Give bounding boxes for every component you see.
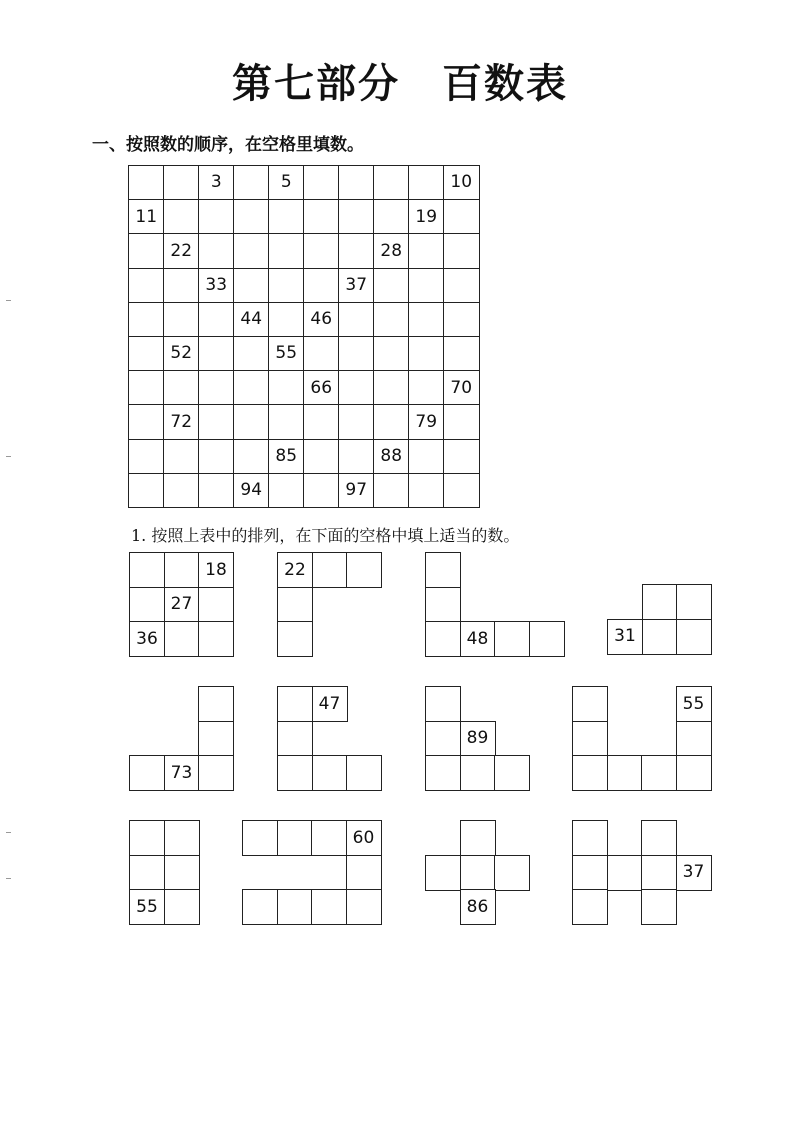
puzzle-cell[interactable] xyxy=(460,820,496,856)
grid-cell[interactable] xyxy=(303,336,340,372)
puzzle-cell[interactable] xyxy=(572,820,608,856)
scan-mark xyxy=(6,878,11,879)
puzzle-cell[interactable]: 89 xyxy=(460,721,496,757)
grid-cell[interactable] xyxy=(128,404,165,440)
puzzle-cell[interactable] xyxy=(425,755,461,791)
puzzle-cell[interactable] xyxy=(425,587,461,623)
puzzle-cell[interactable] xyxy=(641,755,677,791)
puzzle-cell[interactable] xyxy=(494,621,530,657)
grid-cell[interactable] xyxy=(233,404,270,440)
puzzle-cell[interactable] xyxy=(346,889,382,925)
grid-cell[interactable] xyxy=(338,370,375,406)
grid-cell[interactable] xyxy=(373,404,410,440)
grid-cell[interactable]: 94 xyxy=(233,473,270,509)
puzzle-cell[interactable] xyxy=(607,755,643,791)
grid-cell[interactable] xyxy=(443,199,480,235)
puzzle-cell[interactable] xyxy=(198,721,234,757)
puzzle-cell[interactable]: 36 xyxy=(129,621,165,657)
puzzle-cell[interactable] xyxy=(425,721,461,757)
puzzle-cell[interactable] xyxy=(529,621,565,657)
puzzle-cell[interactable]: 18 xyxy=(198,552,234,588)
grid-cell[interactable]: 22 xyxy=(163,233,200,269)
puzzle-cell[interactable] xyxy=(277,820,313,856)
puzzle-cell[interactable]: 55 xyxy=(129,889,165,925)
grid-cell[interactable] xyxy=(303,404,340,440)
grid-cell[interactable] xyxy=(128,439,165,475)
puzzle-cell[interactable] xyxy=(425,552,461,588)
grid-cell[interactable] xyxy=(198,439,235,475)
puzzle-cell[interactable] xyxy=(346,552,382,588)
puzzle-cell[interactable]: 73 xyxy=(164,755,200,791)
grid-cell[interactable] xyxy=(443,439,480,475)
puzzle-cell[interactable] xyxy=(460,855,496,891)
grid-cell[interactable] xyxy=(268,302,305,338)
grid-cell[interactable] xyxy=(373,199,410,235)
grid-cell[interactable] xyxy=(198,233,235,269)
grid-cell[interactable] xyxy=(198,199,235,235)
puzzle-cell[interactable] xyxy=(641,820,677,856)
grid-cell[interactable] xyxy=(198,336,235,372)
grid-cell[interactable] xyxy=(233,268,270,304)
puzzle-cell[interactable] xyxy=(642,584,678,620)
grid-cell[interactable] xyxy=(128,302,165,338)
puzzle-cell[interactable] xyxy=(572,721,608,757)
puzzle-cell[interactable]: 47 xyxy=(312,686,348,722)
grid-cell[interactable] xyxy=(338,199,375,235)
puzzle-cell[interactable] xyxy=(198,755,234,791)
grid-cell[interactable] xyxy=(373,302,410,338)
puzzle-cell[interactable] xyxy=(346,755,382,791)
puzzle-cell[interactable]: 31 xyxy=(607,619,643,655)
puzzle-cell[interactable] xyxy=(425,855,461,891)
grid-cell[interactable]: 28 xyxy=(373,233,410,269)
grid-cell[interactable] xyxy=(408,473,445,509)
puzzle-cell[interactable] xyxy=(676,721,712,757)
puzzle-cell[interactable] xyxy=(198,621,234,657)
puzzle-cell[interactable] xyxy=(129,820,165,856)
grid-cell[interactable]: 88 xyxy=(373,439,410,475)
grid-cell[interactable] xyxy=(268,370,305,406)
grid-cell[interactable] xyxy=(408,439,445,475)
puzzle-cell[interactable]: 55 xyxy=(676,686,712,722)
puzzle-cell[interactable]: 37 xyxy=(676,855,712,891)
grid-cell[interactable]: 3 xyxy=(198,165,235,201)
grid-cell[interactable]: 72 xyxy=(163,404,200,440)
grid-cell[interactable]: 19 xyxy=(408,199,445,235)
puzzle-cell[interactable] xyxy=(641,889,677,925)
puzzle-cell[interactable] xyxy=(242,889,278,925)
page-title: 第七部分 百数表 xyxy=(232,61,568,107)
puzzle-cell[interactable] xyxy=(311,889,347,925)
grid-cell[interactable] xyxy=(373,473,410,509)
grid-cell[interactable] xyxy=(408,165,445,201)
puzzle-cell[interactable] xyxy=(198,686,234,722)
grid-cell[interactable]: 66 xyxy=(303,370,340,406)
grid-cell[interactable] xyxy=(338,336,375,372)
grid-cell[interactable]: 11 xyxy=(128,199,165,235)
puzzle-cell[interactable] xyxy=(129,755,165,791)
grid-cell[interactable] xyxy=(163,268,200,304)
grid-cell[interactable]: 85 xyxy=(268,439,305,475)
grid-cell[interactable] xyxy=(128,233,165,269)
puzzle-cell[interactable] xyxy=(312,552,348,588)
puzzle-cell[interactable]: 22 xyxy=(277,552,313,588)
puzzle-cell[interactable] xyxy=(277,721,313,757)
puzzle-cell[interactable] xyxy=(425,686,461,722)
puzzle-cell[interactable] xyxy=(642,619,678,655)
exercise-instruction: 1. 按照上表中的排列，在下面的空格中填上适当的数。 xyxy=(131,526,520,545)
grid-cell[interactable] xyxy=(268,268,305,304)
puzzle-cell[interactable] xyxy=(572,889,608,925)
grid-cell[interactable] xyxy=(233,336,270,372)
grid-cell[interactable]: 37 xyxy=(338,268,375,304)
puzzle-cell[interactable] xyxy=(425,621,461,657)
puzzle-cell[interactable] xyxy=(676,755,712,791)
grid-cell[interactable]: 10 xyxy=(443,165,480,201)
puzzle-cell[interactable] xyxy=(164,621,200,657)
puzzle-cell[interactable] xyxy=(277,686,313,722)
grid-cell[interactable] xyxy=(303,473,340,509)
puzzle-cell[interactable] xyxy=(277,621,313,657)
grid-cell[interactable] xyxy=(408,302,445,338)
puzzle-cell[interactable] xyxy=(572,855,608,891)
grid-cell[interactable] xyxy=(163,199,200,235)
grid-cell[interactable]: 70 xyxy=(443,370,480,406)
puzzle-cell[interactable]: 48 xyxy=(460,621,496,657)
grid-cell[interactable] xyxy=(443,336,480,372)
puzzle-cell[interactable] xyxy=(164,552,200,588)
puzzle-cell[interactable] xyxy=(607,855,643,891)
grid-cell[interactable] xyxy=(338,165,375,201)
grid-cell[interactable] xyxy=(128,336,165,372)
puzzle-cell[interactable] xyxy=(676,619,712,655)
grid-cell[interactable] xyxy=(128,473,165,509)
grid-cell[interactable] xyxy=(443,233,480,269)
puzzle-cell[interactable] xyxy=(277,755,313,791)
puzzle-cell[interactable] xyxy=(572,755,608,791)
grid-cell[interactable] xyxy=(163,473,200,509)
grid-cell[interactable]: 55 xyxy=(268,336,305,372)
grid-cell[interactable] xyxy=(303,199,340,235)
grid-cell[interactable] xyxy=(373,268,410,304)
grid-cell[interactable] xyxy=(268,473,305,509)
grid-cell[interactable] xyxy=(128,370,165,406)
grid-cell[interactable] xyxy=(338,233,375,269)
puzzle-cell[interactable] xyxy=(346,855,382,891)
grid-cell[interactable] xyxy=(338,439,375,475)
grid-cell[interactable] xyxy=(198,302,235,338)
scan-mark xyxy=(6,300,11,301)
grid-cell[interactable]: 44 xyxy=(233,302,270,338)
grid-cell[interactable] xyxy=(408,336,445,372)
grid-cell[interactable] xyxy=(233,233,270,269)
scan-mark xyxy=(6,456,11,457)
grid-cell[interactable] xyxy=(233,165,270,201)
grid-cell[interactable] xyxy=(268,404,305,440)
grid-cell[interactable] xyxy=(163,165,200,201)
grid-cell[interactable] xyxy=(443,302,480,338)
grid-cell[interactable]: 33 xyxy=(198,268,235,304)
grid-cell[interactable] xyxy=(268,199,305,235)
grid-cell[interactable] xyxy=(128,165,165,201)
puzzle-cell[interactable] xyxy=(641,855,677,891)
grid-cell[interactable]: 46 xyxy=(303,302,340,338)
scan-mark xyxy=(6,832,11,833)
grid-cell[interactable] xyxy=(233,439,270,475)
grid-cell[interactable] xyxy=(373,336,410,372)
puzzle-cell[interactable] xyxy=(198,587,234,623)
puzzle-cell[interactable] xyxy=(460,755,496,791)
section-heading: 一、按照数的顺序，在空格里填数。 xyxy=(92,135,364,155)
puzzle-cell[interactable] xyxy=(164,855,200,891)
puzzle-cell[interactable] xyxy=(312,755,348,791)
grid-cell[interactable] xyxy=(303,439,340,475)
puzzle-cell[interactable] xyxy=(129,587,165,623)
grid-cell[interactable] xyxy=(303,268,340,304)
grid-cell[interactable] xyxy=(163,370,200,406)
puzzle-cell[interactable] xyxy=(676,584,712,620)
grid-cell[interactable] xyxy=(443,404,480,440)
grid-cell[interactable] xyxy=(373,165,410,201)
grid-cell[interactable] xyxy=(338,404,375,440)
puzzle-cell[interactable]: 60 xyxy=(346,820,382,856)
grid-cell[interactable] xyxy=(303,233,340,269)
grid-cell[interactable]: 52 xyxy=(163,336,200,372)
puzzle-cell[interactable] xyxy=(277,587,313,623)
puzzle-cell[interactable] xyxy=(164,889,200,925)
grid-cell[interactable] xyxy=(163,302,200,338)
puzzle-cell[interactable] xyxy=(164,820,200,856)
grid-cell[interactable]: 97 xyxy=(338,473,375,509)
grid-cell[interactable] xyxy=(163,439,200,475)
grid-cell[interactable] xyxy=(233,199,270,235)
grid-cell[interactable]: 5 xyxy=(268,165,305,201)
grid-cell[interactable] xyxy=(408,268,445,304)
grid-cell[interactable] xyxy=(443,473,480,509)
grid-cell[interactable] xyxy=(128,268,165,304)
grid-cell[interactable] xyxy=(198,370,235,406)
puzzle-cell[interactable] xyxy=(572,686,608,722)
puzzle-cell[interactable] xyxy=(277,889,313,925)
grid-cell[interactable] xyxy=(233,370,270,406)
grid-cell[interactable]: 79 xyxy=(408,404,445,440)
grid-cell[interactable] xyxy=(408,370,445,406)
grid-cell[interactable] xyxy=(408,233,445,269)
grid-cell[interactable] xyxy=(198,404,235,440)
grid-cell[interactable] xyxy=(198,473,235,509)
puzzle-cell[interactable] xyxy=(129,552,165,588)
grid-cell[interactable] xyxy=(443,268,480,304)
grid-cell[interactable] xyxy=(338,302,375,338)
puzzle-cell[interactable] xyxy=(242,820,278,856)
puzzle-cell[interactable]: 86 xyxy=(460,889,496,925)
grid-cell[interactable] xyxy=(303,165,340,201)
grid-cell[interactable] xyxy=(268,233,305,269)
puzzle-cell[interactable] xyxy=(494,755,530,791)
puzzle-cell[interactable] xyxy=(129,855,165,891)
puzzle-cell[interactable] xyxy=(494,855,530,891)
puzzle-cell[interactable]: 27 xyxy=(164,587,200,623)
puzzle-cell[interactable] xyxy=(311,820,347,856)
grid-cell[interactable] xyxy=(373,370,410,406)
